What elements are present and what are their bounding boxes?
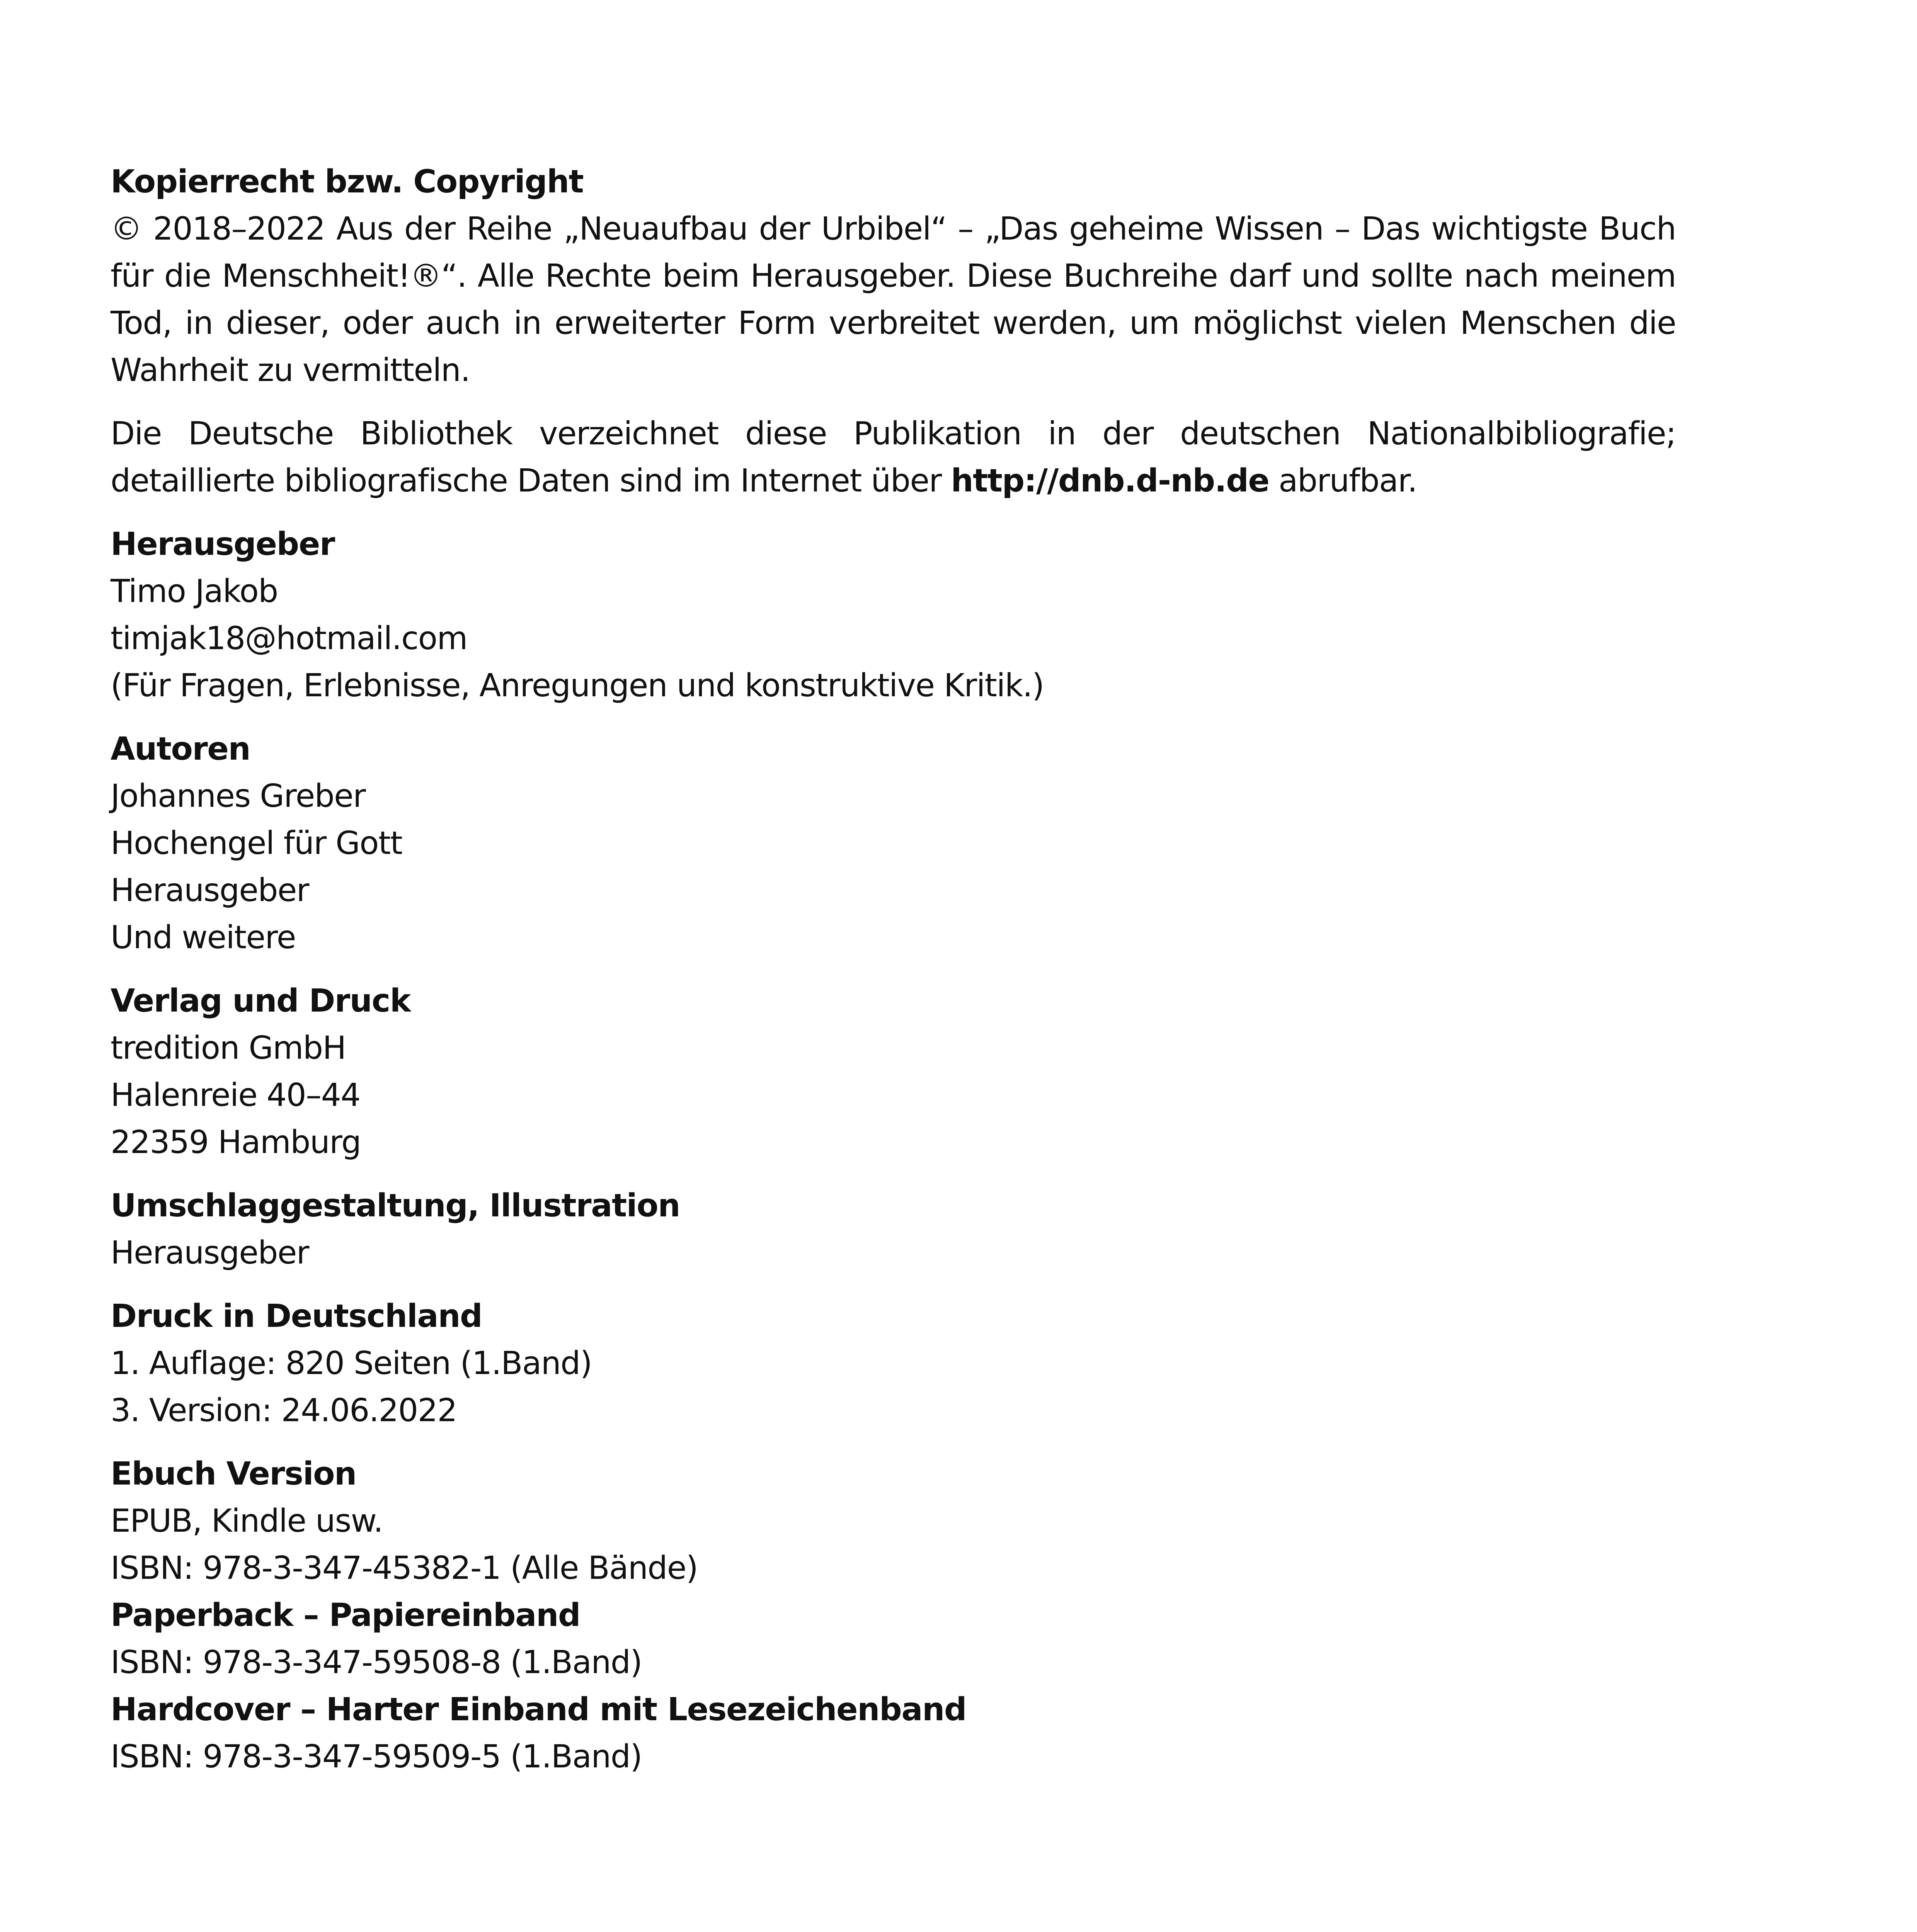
umschlag-section	[111, 1182, 1676, 1277]
umschlag-heading: Umschlaggestaltung, Illustration	[111, 1187, 680, 1224]
verlag-heading: Verlag und Druck	[111, 983, 410, 1019]
druck-auflage: 1. Auflage: 820 Seiten (1.Band)	[111, 1345, 592, 1382]
dnb-link[interactable]: http://dnb.d-nb.de	[951, 463, 1269, 499]
ebuch-isbn: ISBN: 978-3-347-45382-1 (Alle Bände)	[111, 1550, 698, 1587]
verlag-city: 22359 Hamburg	[111, 1124, 361, 1161]
copyright-paragraph: © 2018–2022 Aus der Reihe „Neuaufbau der Urbibel“ – „Das geheime Wissen – Das wichtigste Buch für die Menschheit!®“. Alle Rechte beim Herausgeber. Diese Buchreihe darf und sollte nach meinem Tod, in dieser, oder auch in erweiterter Form verbreitet werden, um möglichst vielen Menschen die Wahrheit zu vermitteln.	[111, 211, 1676, 389]
herausgeber-name: Timo Jakob	[111, 573, 278, 610]
paperback-heading: Paperback – Papiereinband	[111, 1597, 581, 1634]
herausgeber-heading: Herausgeber	[111, 526, 335, 563]
herausgeber-section	[111, 521, 1676, 709]
dnb-text-end: abrufbar.	[1269, 463, 1417, 499]
ebuch-heading: Ebuch Version	[111, 1456, 356, 1492]
hardcover-isbn: ISBN: 978-3-347-59509-5 (1.Band)	[111, 1738, 642, 1775]
isbn-section	[111, 1451, 1676, 1781]
druck-version: 3. Version: 24.06.2022	[111, 1392, 457, 1429]
herausgeber-email[interactable]: timjak18@hotmail.com	[111, 620, 467, 657]
imprint-content	[111, 158, 1676, 1781]
paperback-isbn: ISBN: 978-3-347-59508-8 (1.Band)	[111, 1644, 642, 1681]
autor-item: Und weitere	[111, 919, 296, 956]
verlag-street: Halenreie 40–44	[111, 1077, 360, 1114]
autor-item: Herausgeber	[111, 872, 309, 909]
druck-heading: Druck in Deutschland	[111, 1298, 482, 1335]
herausgeber-note: (Für Fragen, Erlebnisse, Anregungen und konstruktive Kritik.)	[111, 667, 1044, 704]
copyright-heading: Kopierrecht bzw. Copyright	[111, 163, 584, 200]
dnb-text: Die Deutsche Bibliothek verzeichnet diese Publikation in der deutschen Nationalbibliografie; detaillierte bibliografische Daten sind im Internet über	[111, 415, 1676, 499]
dnb-paragraph	[111, 410, 1676, 505]
ebuch-formats: EPUB, Kindle usw.	[111, 1503, 383, 1539]
verlag-name: tredition GmbH	[111, 1030, 346, 1066]
autor-item: Johannes Greber	[111, 778, 366, 815]
hardcover-heading: Hardcover – Harter Einband mit Lesezeichenband	[111, 1691, 967, 1728]
autoren-section	[111, 726, 1676, 961]
autoren-heading: Autoren	[111, 731, 250, 767]
umschlag-value: Herausgeber	[111, 1235, 309, 1271]
autor-item: Hochengel für Gott	[111, 825, 402, 862]
verlag-section	[111, 978, 1676, 1166]
druck-section	[111, 1293, 1676, 1434]
